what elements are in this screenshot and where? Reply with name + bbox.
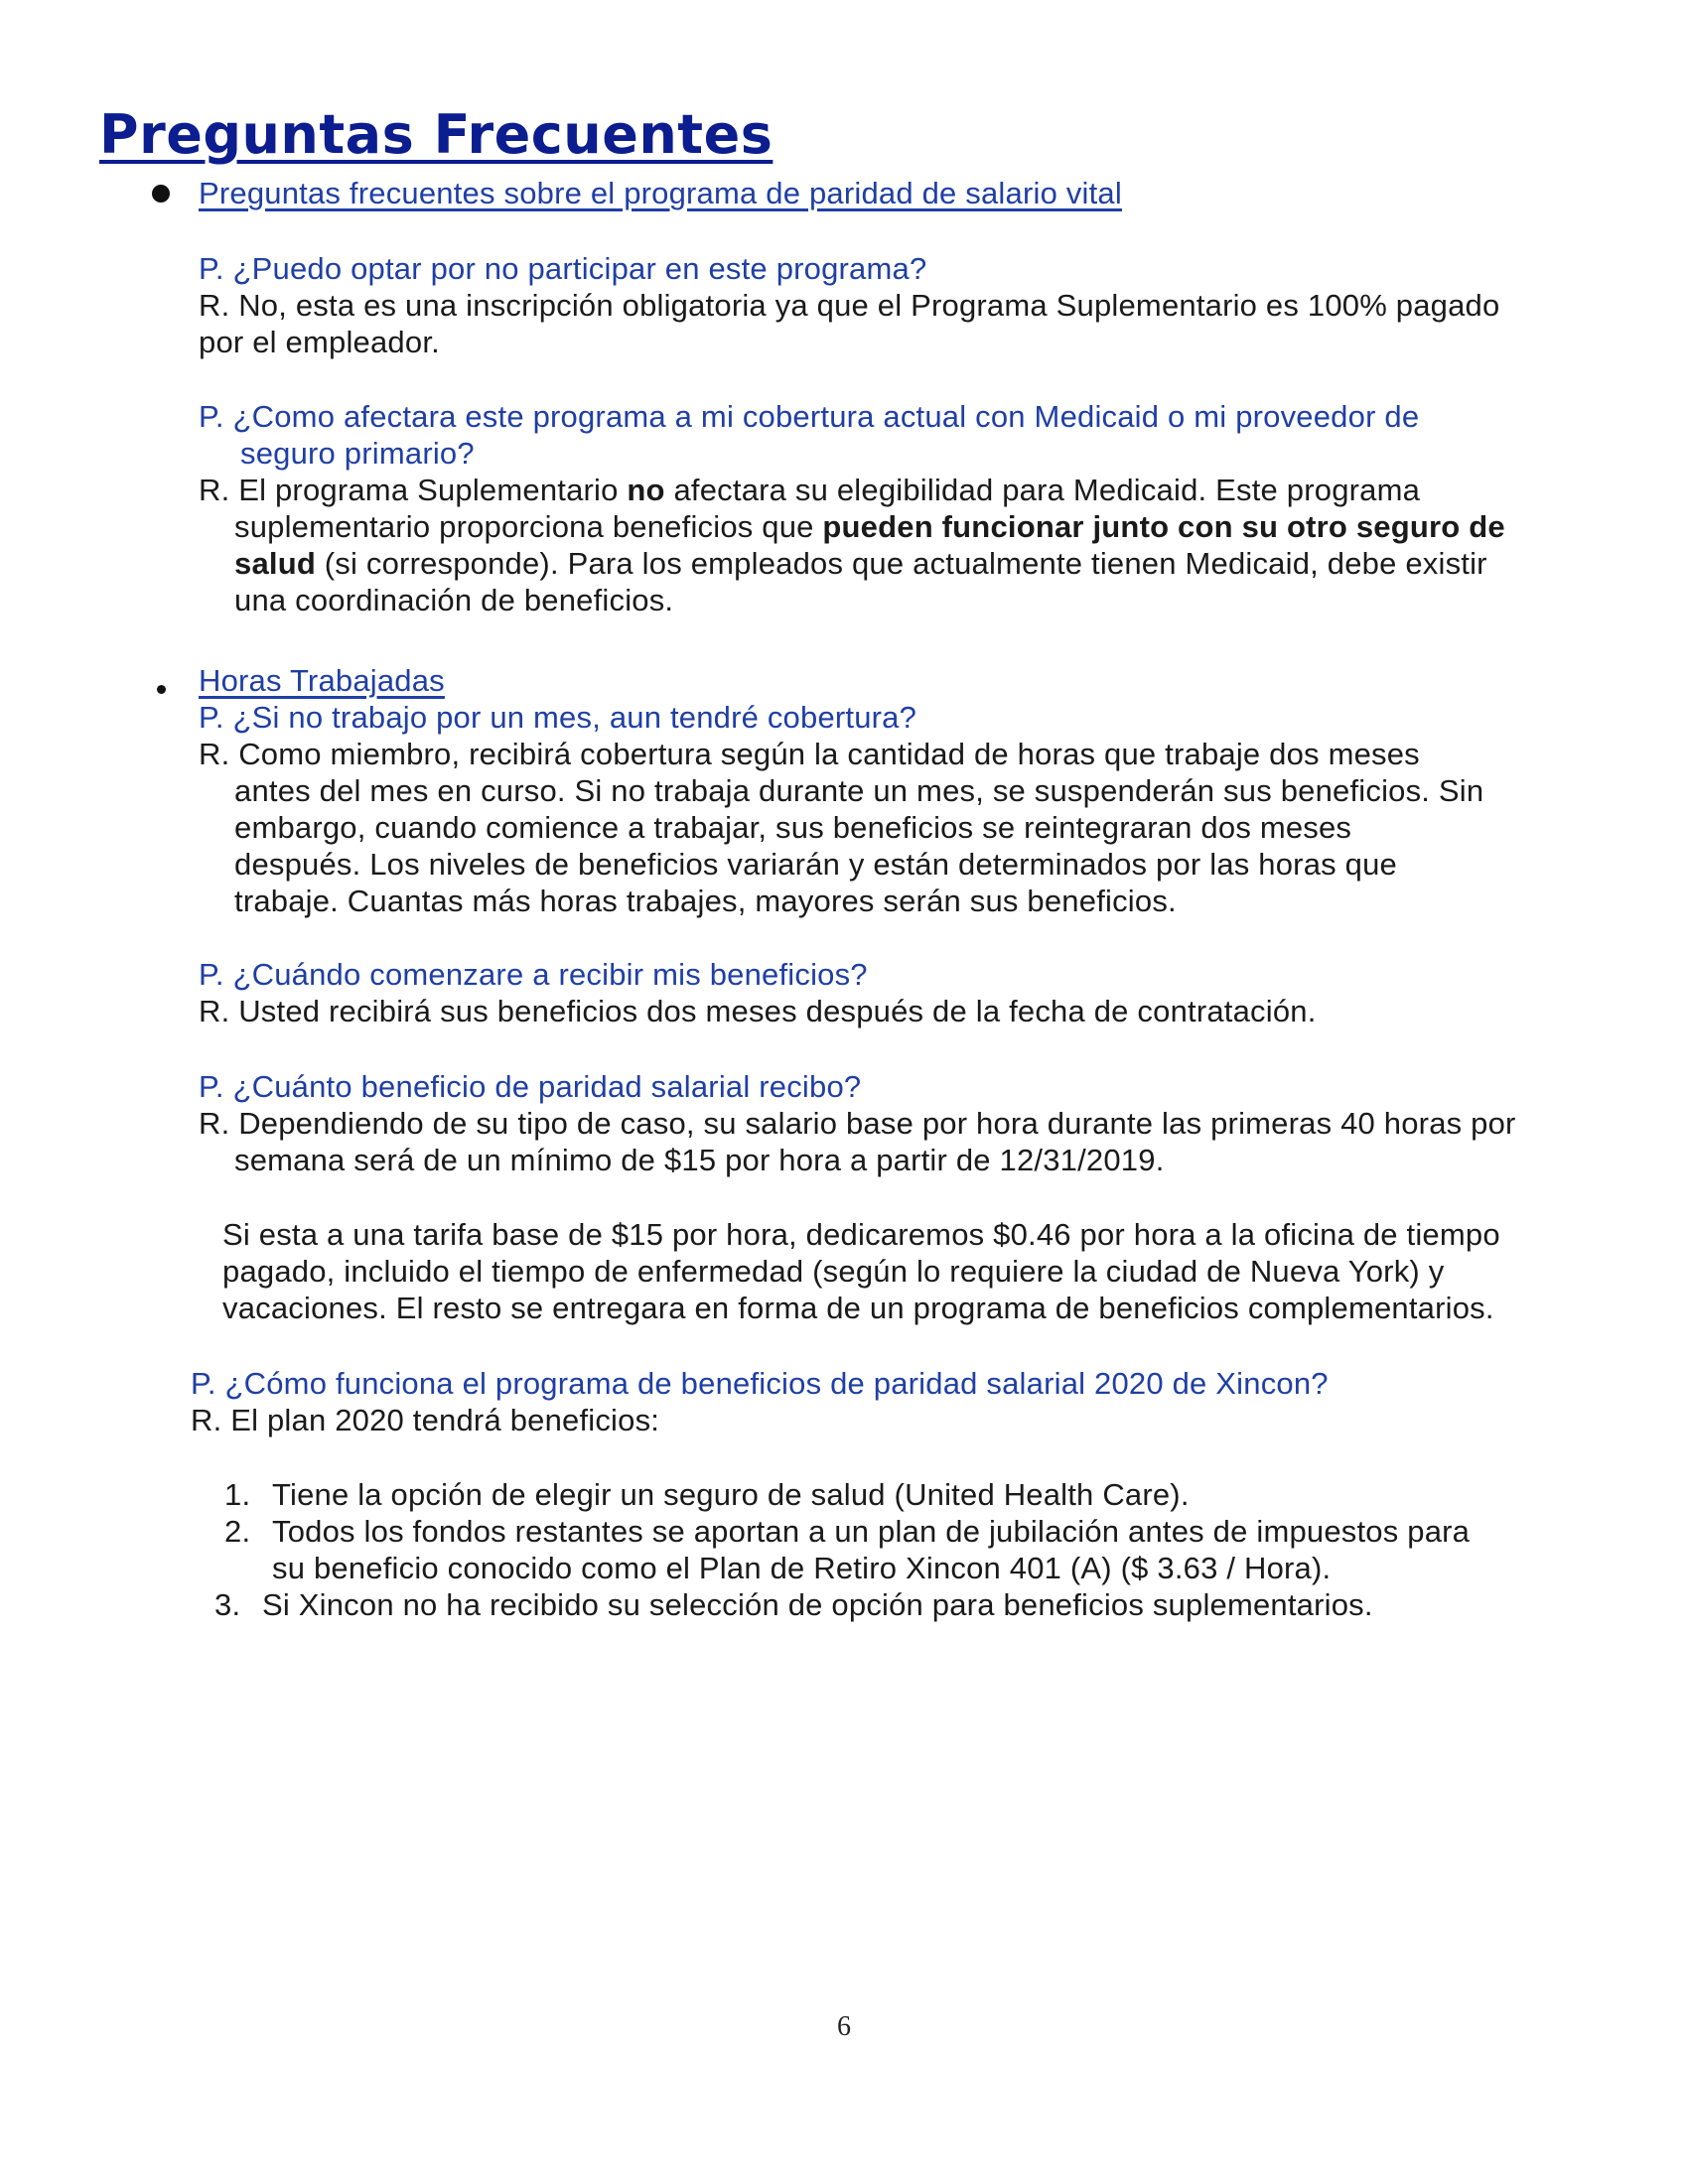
answer-line: R. No, esta es una inscripción obligatoria ya que el Programa Suplementario es 100% pagado bbox=[199, 288, 1500, 323]
bullet-icon bbox=[157, 685, 166, 694]
question: P. ¿Si no trabajo por un mes, aun tendré cobertura? bbox=[199, 700, 917, 735]
question: P. ¿Cuándo comenzare a recibir mis beneficios? bbox=[199, 957, 868, 992]
answer-line: R. El programa Suplementario no afectara su elegibilidad para Medicaid. Este programa bbox=[199, 473, 1421, 507]
question-cont: seguro primario? bbox=[240, 436, 475, 471]
faq-cobertura bbox=[199, 699, 1483, 919]
faq-xincon bbox=[191, 1365, 1329, 1438]
section-heading-paridad[interactable]: Preguntas frecuentes sobre el programa de paridad de salario vital bbox=[199, 176, 1122, 210]
answer-line: una coordinación de beneficios. bbox=[234, 583, 674, 617]
faq-medicaid bbox=[199, 398, 1505, 618]
answer-line: después. Los niveles de beneficios variarán y están determinados por las horas que bbox=[234, 847, 1397, 882]
list-item: 2. Todos los fondos restantes se aportan a un plan de jubilación antes de impuestos para bbox=[224, 1514, 1471, 1549]
benefits-list bbox=[214, 1476, 1471, 1623]
question: P. ¿Puedo optar por no participar en este programa? bbox=[199, 251, 927, 286]
question: P. ¿Cuánto beneficio de paridad salarial recibo? bbox=[199, 1069, 862, 1104]
list-item-cont: su beneficio conocido como el Plan de Retiro Xincon 401 (A) ($ 3.63 / Hora). bbox=[272, 1551, 1332, 1585]
answer-line: trabaje. Cuantas más horas trabajes, mayores serán sus beneficios. bbox=[234, 884, 1177, 918]
answer-line: por el empleador. bbox=[199, 325, 440, 359]
answer-line: R. El plan 2020 tendrá beneficios: bbox=[191, 1403, 660, 1437]
list-item: 3. Si Xincon no ha recibido su selección de opción para beneficios suplementarios. bbox=[214, 1587, 1373, 1622]
page-number: 6 bbox=[837, 2011, 851, 2042]
answer-line: suplementario proporciona beneficios que pueden funcionar junto con su otro seguro de bbox=[234, 509, 1505, 544]
paragraph-line: vacaciones. El resto se entregara en forma de un programa de beneficios complementarios. bbox=[222, 1291, 1494, 1325]
page-title: Preguntas Frecuentes bbox=[99, 103, 774, 166]
paragraph-line: Si esta a una tarifa base de $15 por hora, dedicaremos $0.46 por hora a la oficina de tiempo bbox=[222, 1217, 1500, 1252]
faq-paridad-salarial bbox=[199, 1068, 1516, 1178]
question: P. ¿Como afectara este programa a mi cobertura actual con Medicaid o mi proveedor de bbox=[199, 399, 1420, 434]
paragraph-line: pagado, incluido el tiempo de enfermedad (según lo requiere la ciudad de Nueva York) y bbox=[222, 1254, 1445, 1289]
answer-line: embargo, cuando comience a trabajar, sus beneficios se reintegraran dos meses bbox=[234, 810, 1352, 845]
bullet-icon bbox=[152, 185, 170, 203]
answer-line: R. Dependiendo de su tipo de caso, su salario base por hora durante las primeras 40 horas por bbox=[199, 1106, 1516, 1141]
answer-line: antes del mes en curso. Si no trabaja durante un mes, se suspenderán sus beneficios. Sin bbox=[234, 773, 1484, 808]
section-heading-horas[interactable]: Horas Trabajadas bbox=[199, 663, 445, 698]
faq-optar bbox=[199, 250, 1499, 360]
question: P. ¿Cómo funciona el programa de beneficios de paridad salarial 2020 de Xincon? bbox=[191, 1366, 1329, 1401]
answer-line: R. Usted recibirá sus beneficios dos meses después de la fecha de contratación. bbox=[199, 994, 1317, 1028]
answer-line: R. Como miembro, recibirá cobertura según la cantidad de horas que trabaje dos meses bbox=[199, 737, 1420, 771]
list-item: 1. Tiene la opción de elegir un seguro de salud (United Health Care). bbox=[224, 1477, 1190, 1512]
answer-line: semana será de un mínimo de $15 por hora a partir de 12/31/2019. bbox=[234, 1143, 1165, 1177]
faq-comenzar bbox=[199, 956, 1317, 1029]
tarifa-paragraph bbox=[222, 1216, 1500, 1326]
answer-line: salud (si corresponde). Para los empleados que actualmente tienen Medicaid, debe existir bbox=[234, 546, 1487, 581]
